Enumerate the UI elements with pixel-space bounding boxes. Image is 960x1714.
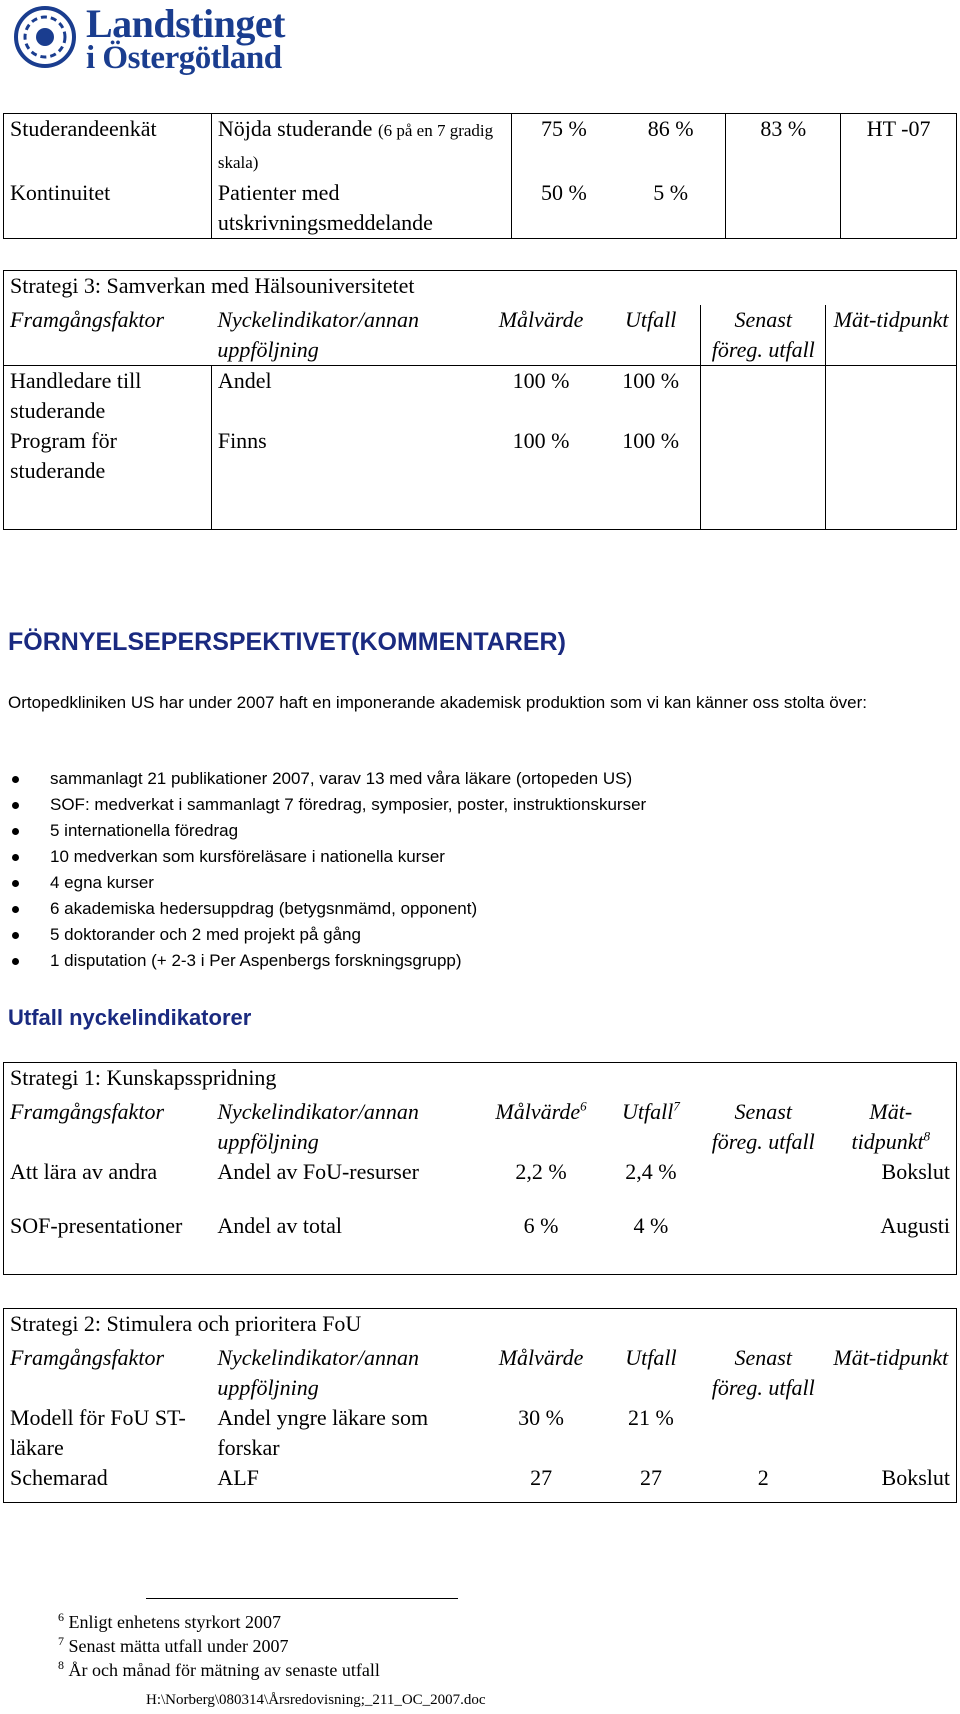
logo: [14, 1, 314, 80]
cell-malvarde: 50 %: [511, 178, 616, 239]
header-tidpunkt: Mät-tidpunkt: [826, 1343, 957, 1403]
section-heading: FÖRNYELSEPERSPEKTIVET(KOMMENTARER): [8, 628, 566, 656]
logo-line1: Landstinget: [86, 1, 285, 46]
table-title: Strategi 1: Kunskapsspridning: [4, 1063, 957, 1097]
subheading: Utfall nyckelindikatorer: [8, 1005, 252, 1030]
cell-tidpunkt: HT -07: [841, 114, 957, 179]
cell-framgangsfaktor: Program för studerande: [4, 426, 212, 530]
cell-senast: [701, 426, 826, 530]
logo-line2: i Östergötland: [86, 40, 282, 76]
list-item: 5 doktorander och 2 med projekt på gång: [8, 922, 948, 948]
table-header-row: [4, 1097, 957, 1157]
cell-indikator: Finns: [211, 426, 481, 530]
table-row: [4, 178, 957, 239]
footnote-separator: [146, 1598, 458, 1599]
cell-framgangsfaktor: Studerandeenkät: [4, 114, 212, 179]
cell-framgangsfaktor: Handledare till studerande: [4, 365, 212, 426]
table-row: [4, 426, 957, 530]
cell-indikator: ALF: [211, 1463, 481, 1503]
header-senast: Senast föreg. utfall: [711, 1344, 815, 1400]
list-item: SOF: medverkat i sammanlagt 7 föredrag, symposier, poster, instruktionskurser: [8, 792, 948, 818]
cell-tidpunkt: [826, 365, 957, 426]
table-title: Strategi 2: Stimulera och prioritera FoU: [4, 1309, 957, 1343]
table-strategi-1: [3, 1062, 957, 1275]
cell-indikator: Andel: [211, 365, 481, 426]
cell-utfall: 100 %: [601, 365, 701, 426]
cell-senast: [701, 1195, 826, 1275]
header-malvarde: Målvärde: [498, 1344, 584, 1370]
table-title: Strategi 3: Samverkan med Hälsouniversitetet: [4, 271, 957, 305]
intro-paragraph: Ortopedkliniken US har under 2007 haft en imponerande akademisk produktion som vi kan känner oss stolta över:: [8, 693, 867, 712]
cell-framgangsfaktor: Kontinuitet: [4, 178, 212, 239]
header-indikator: Nyckelindikator/annan uppföljning: [211, 305, 481, 366]
header-malvarde: Målvärde$^6$: [495, 1098, 587, 1124]
header-indikator: Nyckelindikator/annan uppföljning: [217, 1344, 419, 1400]
cell-malvarde: 2,2 %: [515, 1158, 567, 1184]
cell-tidpunkt: [841, 178, 957, 239]
table-title-row: [4, 1309, 957, 1343]
cell-tidpunkt: Bokslut: [826, 1463, 957, 1503]
cell-tidpunkt: [826, 1403, 957, 1463]
cell-senast: [701, 1403, 826, 1463]
cell-malvarde: 6 %: [481, 1195, 601, 1275]
cell-framgangsfaktor: Modell för FoU ST-läkare: [4, 1403, 212, 1463]
cell-utfall: 100 %: [601, 426, 701, 530]
cell-senast: [701, 1157, 826, 1195]
footnote: $^6$ Enligt enhetens styrkort 2007: [58, 1610, 281, 1632]
cell-senast: 2: [701, 1463, 826, 1503]
cell-utfall: 4 %: [601, 1195, 701, 1275]
header-malvarde: Målvärde: [481, 305, 601, 366]
header-senast: Senast föreg. utfall: [701, 305, 826, 366]
list-item: 5 internationella föredrag: [8, 818, 948, 844]
table-row: [4, 1463, 957, 1503]
list-item: sammanlagt 21 publikationer 2007, varav 13 med våra läkare (ortopeden US): [8, 766, 948, 792]
list-item: 6 akademiska hedersuppdrag (betygsnmämd, opponent): [8, 896, 948, 922]
cell-indikator: Patienter med utskrivningsmeddelande: [211, 178, 511, 239]
header-tidpunkt: Mät-tidpunkt: [826, 305, 957, 366]
table-strategi-3: [3, 270, 957, 530]
achievement-list: [8, 766, 948, 974]
header-indikator: Nyckelindikator/annan uppföljning: [217, 1098, 419, 1154]
cell-malvarde: 27: [481, 1463, 601, 1503]
table-header-row: [4, 1343, 957, 1403]
cell-indikator: Andel av total: [211, 1195, 481, 1275]
cell-tidpunkt: Augusti: [826, 1195, 957, 1275]
cell-malvarde: 75 %: [511, 114, 616, 179]
cell-utfall: 5 %: [616, 178, 726, 239]
header-framgangsfaktor: Framgångsfaktor: [4, 305, 212, 366]
table-row: [4, 114, 957, 179]
cell-malvarde: 100 %: [481, 365, 601, 426]
cell-utfall: 2,4 %: [625, 1158, 677, 1184]
list-item: 10 medverkan som kursföreläsare i nationella kurser: [8, 844, 948, 870]
table-row: [4, 1195, 957, 1275]
footnotes: [58, 1610, 380, 1682]
table-strategi-2: [3, 1308, 957, 1503]
table-header-row: [4, 305, 957, 366]
cell-framgangsfaktor: SOF-presentationer: [4, 1195, 212, 1275]
cell-malvarde: 100 %: [481, 426, 601, 530]
header-utfall: Utfall$^7$: [621, 1098, 680, 1124]
cell-malvarde: 30 %: [518, 1404, 564, 1430]
cell-tidpunkt: [826, 426, 957, 530]
footnote: $^8$ År och månad för mätning av senaste utfall: [58, 1658, 380, 1680]
footer-path: H:\Norberg\080314\Årsredovisning;_211_OC_2007.doc: [146, 1692, 486, 1708]
header-framgangsfaktor: Framgångsfaktor: [4, 1097, 212, 1157]
cell-senast: [726, 178, 841, 239]
list-item: 4 egna kurser: [8, 870, 948, 896]
table-row: [4, 1403, 957, 1463]
cell-indikator: Andel av FoU-resurser: [217, 1158, 419, 1184]
table-row: [4, 365, 957, 426]
cell-utfall: 21 %: [628, 1404, 674, 1430]
cell-framgangsfaktor: Att lära av andra: [4, 1157, 212, 1195]
header-tidpunkt: Mät-tidpunkt$^8$: [826, 1097, 957, 1157]
table-row: [4, 1157, 957, 1195]
header-senast: Senast föreg. utfall: [711, 1098, 815, 1154]
table-title-row: [4, 1063, 957, 1097]
logo-emblem-icon: [14, 6, 76, 68]
cell-senast: [701, 365, 826, 426]
footnote: $^7$ Senast mätta utfall under 2007: [58, 1634, 289, 1656]
header-utfall: Utfall: [625, 1344, 677, 1370]
header-utfall: Utfall: [601, 305, 701, 366]
cell-framgangsfaktor: Schemarad: [4, 1463, 212, 1503]
cell-utfall: 27: [601, 1463, 701, 1503]
table-title-row: [4, 271, 957, 305]
list-item: 1 disputation (+ 2-3 i Per Aspenbergs forskningsgrupp): [8, 948, 948, 974]
header-framgangsfaktor: Framgångsfaktor: [4, 1343, 212, 1403]
cell-senast: 83 %: [726, 114, 841, 179]
cell-indikator: Nöjda studerande (6 på en 7 gradig skala): [211, 114, 511, 179]
cell-indikator: Andel yngre läkare som forskar: [217, 1404, 429, 1460]
cell-utfall: 86 %: [616, 114, 726, 179]
cell-tidpunkt: Bokslut: [826, 1157, 957, 1195]
table-studerande: [3, 113, 957, 239]
